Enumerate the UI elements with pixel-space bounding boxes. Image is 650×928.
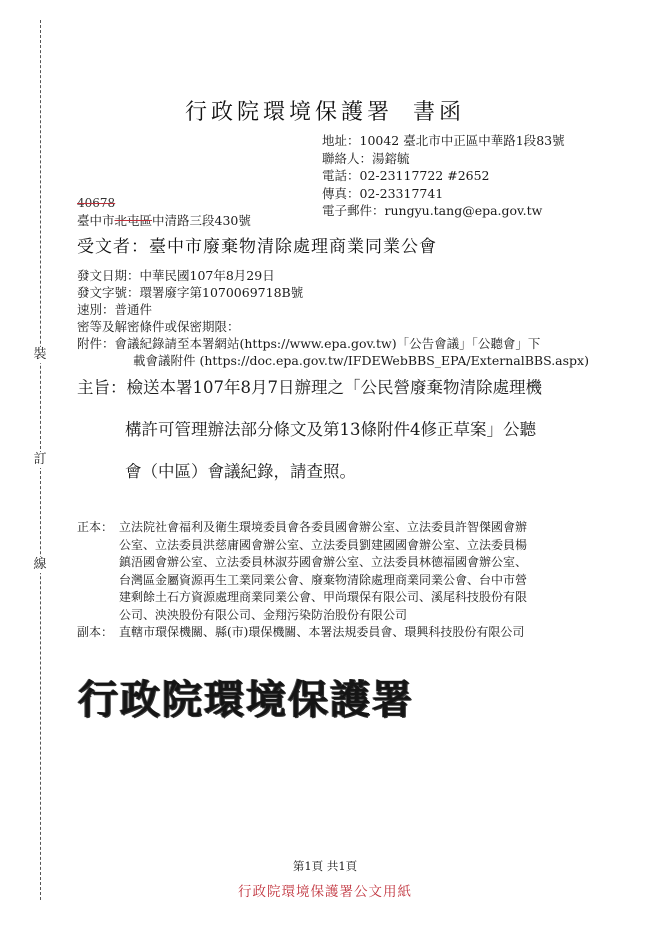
binding-mark-zhuang: 裝 xyxy=(33,347,47,362)
document-number: 發文字號：環署廢字第1070069718B號 xyxy=(77,285,304,300)
sender-contact: 聯絡人：湯鎔毓 xyxy=(322,150,410,166)
subject-line-3: 會（中區）會議紀錄，請查照。 xyxy=(125,462,356,481)
binding-mark-xian: 線 xyxy=(33,557,47,572)
main-recipient-line: 公司、泱泱股份有限公司、金翔污染防治股份有限公司 xyxy=(119,607,408,622)
attachment-line-1: 附件：會議紀錄請至本署網站(https://www.epa.gov.tw)「公告會議」「公聽會」下 xyxy=(77,336,541,351)
document-type: 書函 xyxy=(413,100,466,125)
cc-label: 副本： xyxy=(77,625,114,639)
document-title xyxy=(0,95,650,126)
recipient-line: 受文者：臺中市廢棄物清除處理商業同業公會 xyxy=(77,237,437,257)
main-recipient-line: 立法院社會福利及衛生環境委員會各委員國會辦公室、立法委員許智傑國會辦 xyxy=(119,520,528,534)
recipient-address xyxy=(77,211,251,229)
subject-block xyxy=(77,377,597,503)
attachment-line-2: 載會議附件 (https://doc.epa.gov.tw/IFDEWebBBS_EPA/ExternalBBS.aspx) xyxy=(133,353,589,368)
cc-recipient-line: 直轄市環保機關、縣(市)環保機關、本署法規委員會、環興科技股份有限公司 xyxy=(119,625,525,639)
main-recipient-line: 台灣區金屬資源再生工業同業公會、廢棄物清除處理商業同業公會、台中市營 xyxy=(119,572,528,587)
issue-date: 發文日期：中華民國107年8月29日 xyxy=(77,268,275,283)
sender-fax: 傳真：02-23317741 xyxy=(322,185,444,201)
subject-line-1: 主旨：檢送本署107年8月7日辦理之「公民營廢棄物清除處理機 xyxy=(77,378,542,397)
document-meta xyxy=(77,267,589,369)
sender-info xyxy=(322,132,565,220)
sender-address: 地址：10042 臺北市中正區中華路1段83號 xyxy=(322,133,565,148)
binding-mark-ding: 訂 xyxy=(33,452,47,467)
struck-postal-code: 40678 xyxy=(77,196,116,210)
subject-line-2: 構許可管理辦法部分條文及第13條附件4修正草案」公聽 xyxy=(125,420,536,439)
footer-stationery: 行政院環境保護署公文用紙 xyxy=(238,884,412,900)
agency-name: 行政院環境保護署 xyxy=(184,100,393,125)
address-struck-district: 北屯區 xyxy=(114,213,153,228)
main-recipients xyxy=(119,519,589,624)
address-city: 臺中市 xyxy=(77,213,115,228)
official-seal: 行政院環境保護署 xyxy=(78,676,414,723)
delivery-speed: 速別：普通件 xyxy=(77,302,153,317)
cc-recipients xyxy=(119,624,589,642)
main-recipient-line: 建剩餘土石方資源處理商業同業公會、甲尚環保有限公司、溪尾科技股份有限 xyxy=(119,590,528,604)
main-recipient-line: 鎮浯國會辦公室、立法委員林淑芬國會辦公室、立法委員林德福國會辦公室、 xyxy=(119,555,528,569)
sender-email: 電子郵件：rungyu.tang@epa.gov.tw xyxy=(322,203,543,218)
address-street: 中清路三段430號 xyxy=(152,213,251,228)
sender-phone: 電話：02-23117722 #2652 xyxy=(322,168,490,183)
main-recipients-label: 正本： xyxy=(77,520,114,534)
main-recipient-line: 公室、立法委員洪慈庸國會辦公室、立法委員劉建國國會辦公室、立法委員楊 xyxy=(119,537,528,552)
page-number: 第1頁 共1頁 xyxy=(292,859,358,873)
secrecy-level: 密等及解密條件或保密期限： xyxy=(77,319,240,334)
